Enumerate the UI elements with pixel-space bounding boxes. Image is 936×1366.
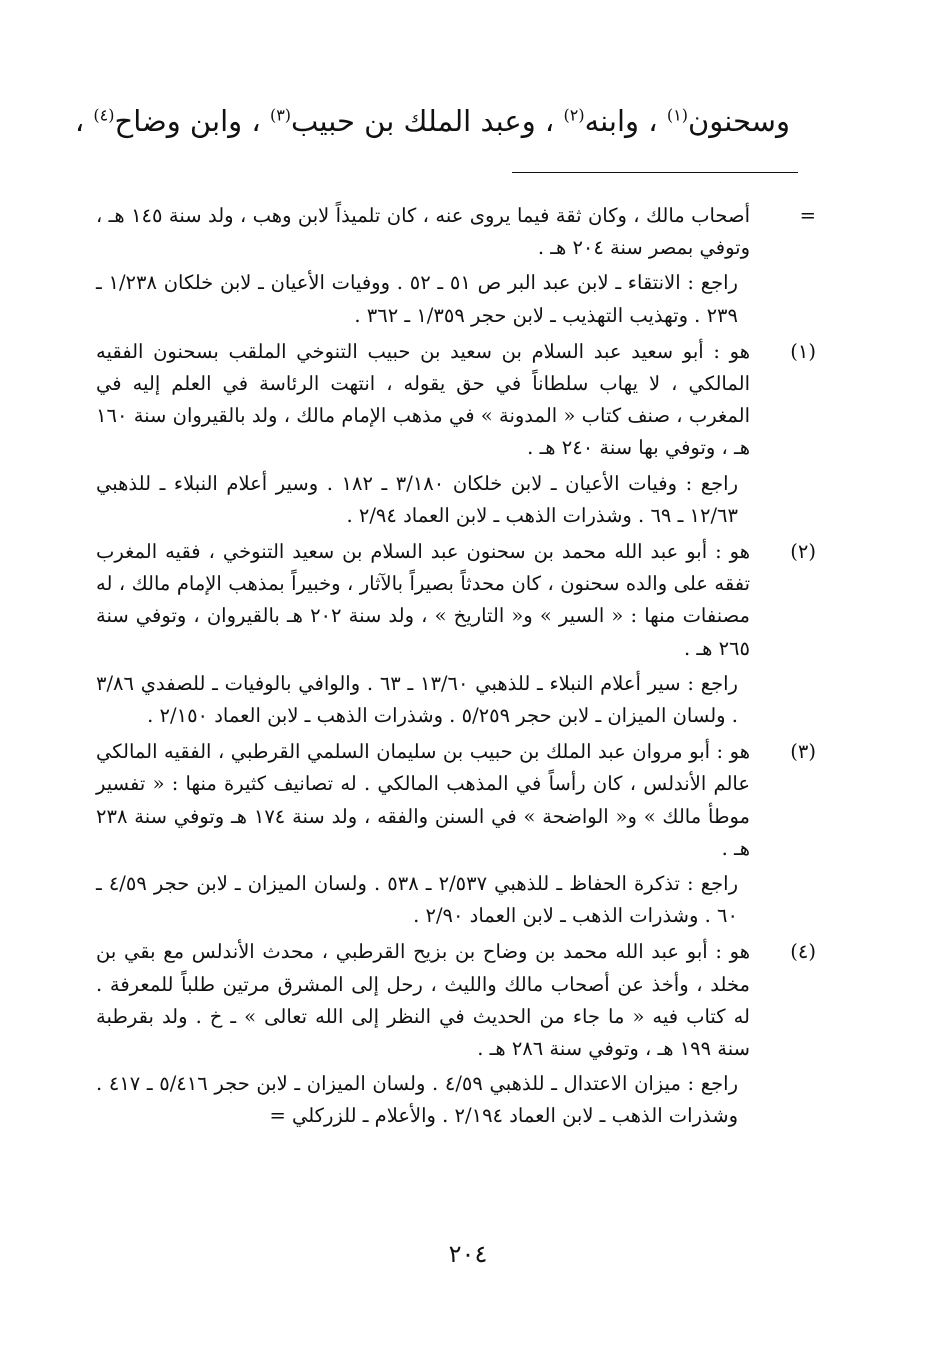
footnote-marker: (٤) (790, 940, 816, 964)
footnote-ref-1: (١) (666, 105, 688, 125)
footnote-marker: (١) (790, 339, 816, 363)
footnote-body: هو : أبو عبد الله محمد بن سحنون عبد السلام بن سعيد التنوخي ، فقيه المغرب تفقه على والده سحنون ، كان محدثاً بصيراً بالآثار ، وخبيراً بمذهب الإمام مالك ، له مصنفات منها : « السير » و« التاريخ » ، ولد سنة ٢٠٢ هـ بالقيروان ، وتوفي سنة ٢٦٥ هـ . (96, 540, 750, 660)
footnote-references: راجع : ميزان الاعتدال ـ للذهبي ٤/٥٩ . ولسان الميزان ـ لابن حجر ٥/٤١٦ ـ ٤١٧ . وشذرات الذهب ـ لابن العماد ٢/١٩٤ . والأعلام ـ للزركلي = (96, 1072, 738, 1128)
main-text-part: وسحنون (687, 104, 790, 138)
main-text-line (74, 98, 790, 144)
footnote-marker: (٣) (790, 740, 816, 764)
footnote-marker: = (799, 204, 816, 227)
footnote-continued (96, 200, 816, 332)
main-text-part: ، وعبد الملك بن حبيب (291, 104, 555, 138)
footnote-references: راجع : سير أعلام النبلاء ـ للذهبي ١٣/٦٠ ـ ٦٣ . والوافي بالوفيات ـ للصفدي ٣/٨٦ . ولسان الميزان ـ لابن حجر ٥/٢٥٩ . وشذرات الذهب ـ لابن العماد ٢/١٥٠ . (96, 671, 738, 728)
main-text-part: ، (74, 104, 85, 138)
page-number: ٢٠٤ (448, 1240, 488, 1268)
footnote-references: راجع : الانتقاء ـ لابن عبد البر ص ٥١ ـ ٥٢ . ووفيات الأعيان ـ لابن خلكان ١/٢٣٨ ـ ٢٣٩ . وتهذيب التهذيب ـ لابن حجر ١/٣٥٩ ـ ٣٦٢ . (96, 271, 738, 327)
footnote-ref-3: (٣) (269, 105, 292, 125)
footnote-ref-4: (٤) (93, 105, 115, 125)
footnote-4 (96, 936, 816, 1132)
main-text-part: ، وابن وضاح (114, 104, 261, 138)
footnote-1 (96, 336, 816, 532)
footnote-references: راجع : وفيات الأعيان ـ لابن خلكان ٣/١٨٠ ـ ١٨٢ . وسير أعلام النبلاء ـ للذهبي ١٢/٦٣ ـ ٦٩ . وشذرات الذهب ـ لابن العماد ٢/٩٤ . (96, 471, 738, 527)
footnote-3 (96, 736, 816, 932)
footnote-body: هو : أبو مروان عبد الملك بن حبيب بن سليمان السلمي القرطبي ، الفقيه المالكي عالم الأندلس ، كان رأساً في المذهب المالكي . له تصانيف كثيرة منها : « تفسير موطأ مالك » و« الواضحة » في السنن والفقه ، ولد سنة ١٧٤ هـ وتوفي سنة ٢٣٨ هـ . (96, 740, 750, 860)
footnote-ref-2: (٢) (563, 105, 585, 125)
footnote-body: أصحاب مالك ، وكان ثقة فيما يروى عنه ، كان تلميذاً لابن وهب ، ولد سنة ١٤٥ هـ ، وتوفي بمصر سنة ٢٠٤ هـ . (96, 204, 750, 260)
footnote-body: هو : أبو سعيد عبد السلام بن سعيد بن حبيب التنوخي الملقب بسحنون الفقيه المالكي ، لا يهاب سلطاناً في حق يقوله ، انتهت الرئاسة في العلم إليه في المغرب ، صنف كتاب « المدونة » في مذهب الإمام مالك ، ولد بالقيروان سنة ١٦٠ هـ ، وتوفي بها سنة ٢٤٠ هـ . (96, 339, 750, 460)
footnote-marker: (٢) (790, 540, 816, 564)
footnotes (96, 200, 816, 1137)
footnote-body: هو : أبو عبد الله محمد بن وضاح بن بزيح القرطبي ، محدث الأندلس مع بقي بن مخلد ، وأخذ عن أصحاب مالك والليث ، رحل إلى المشرق مرتين طلباً للمعرفة . له كتاب فيه « ما جاء من الحديث في النظر إلى الله تعالى » ـ خ . ولد بقرطبة سنة ١٩٩ هـ ، وتوفي سنة ٢٨٦ هـ . (96, 940, 750, 1061)
footnote-2 (96, 536, 816, 732)
footnote-separator (512, 172, 798, 173)
footnote-references: راجع : تذكرة الحفاظ ـ للذهبي ٢/٥٣٧ ـ ٥٣٨ . ولسان الميزان ـ لابن حجر ٤/٥٩ ـ ٦٠ . وشذرات الذهب ـ لابن العماد ٢/٩٠ . (96, 872, 738, 928)
main-text-part: ، وابنه (584, 104, 658, 138)
